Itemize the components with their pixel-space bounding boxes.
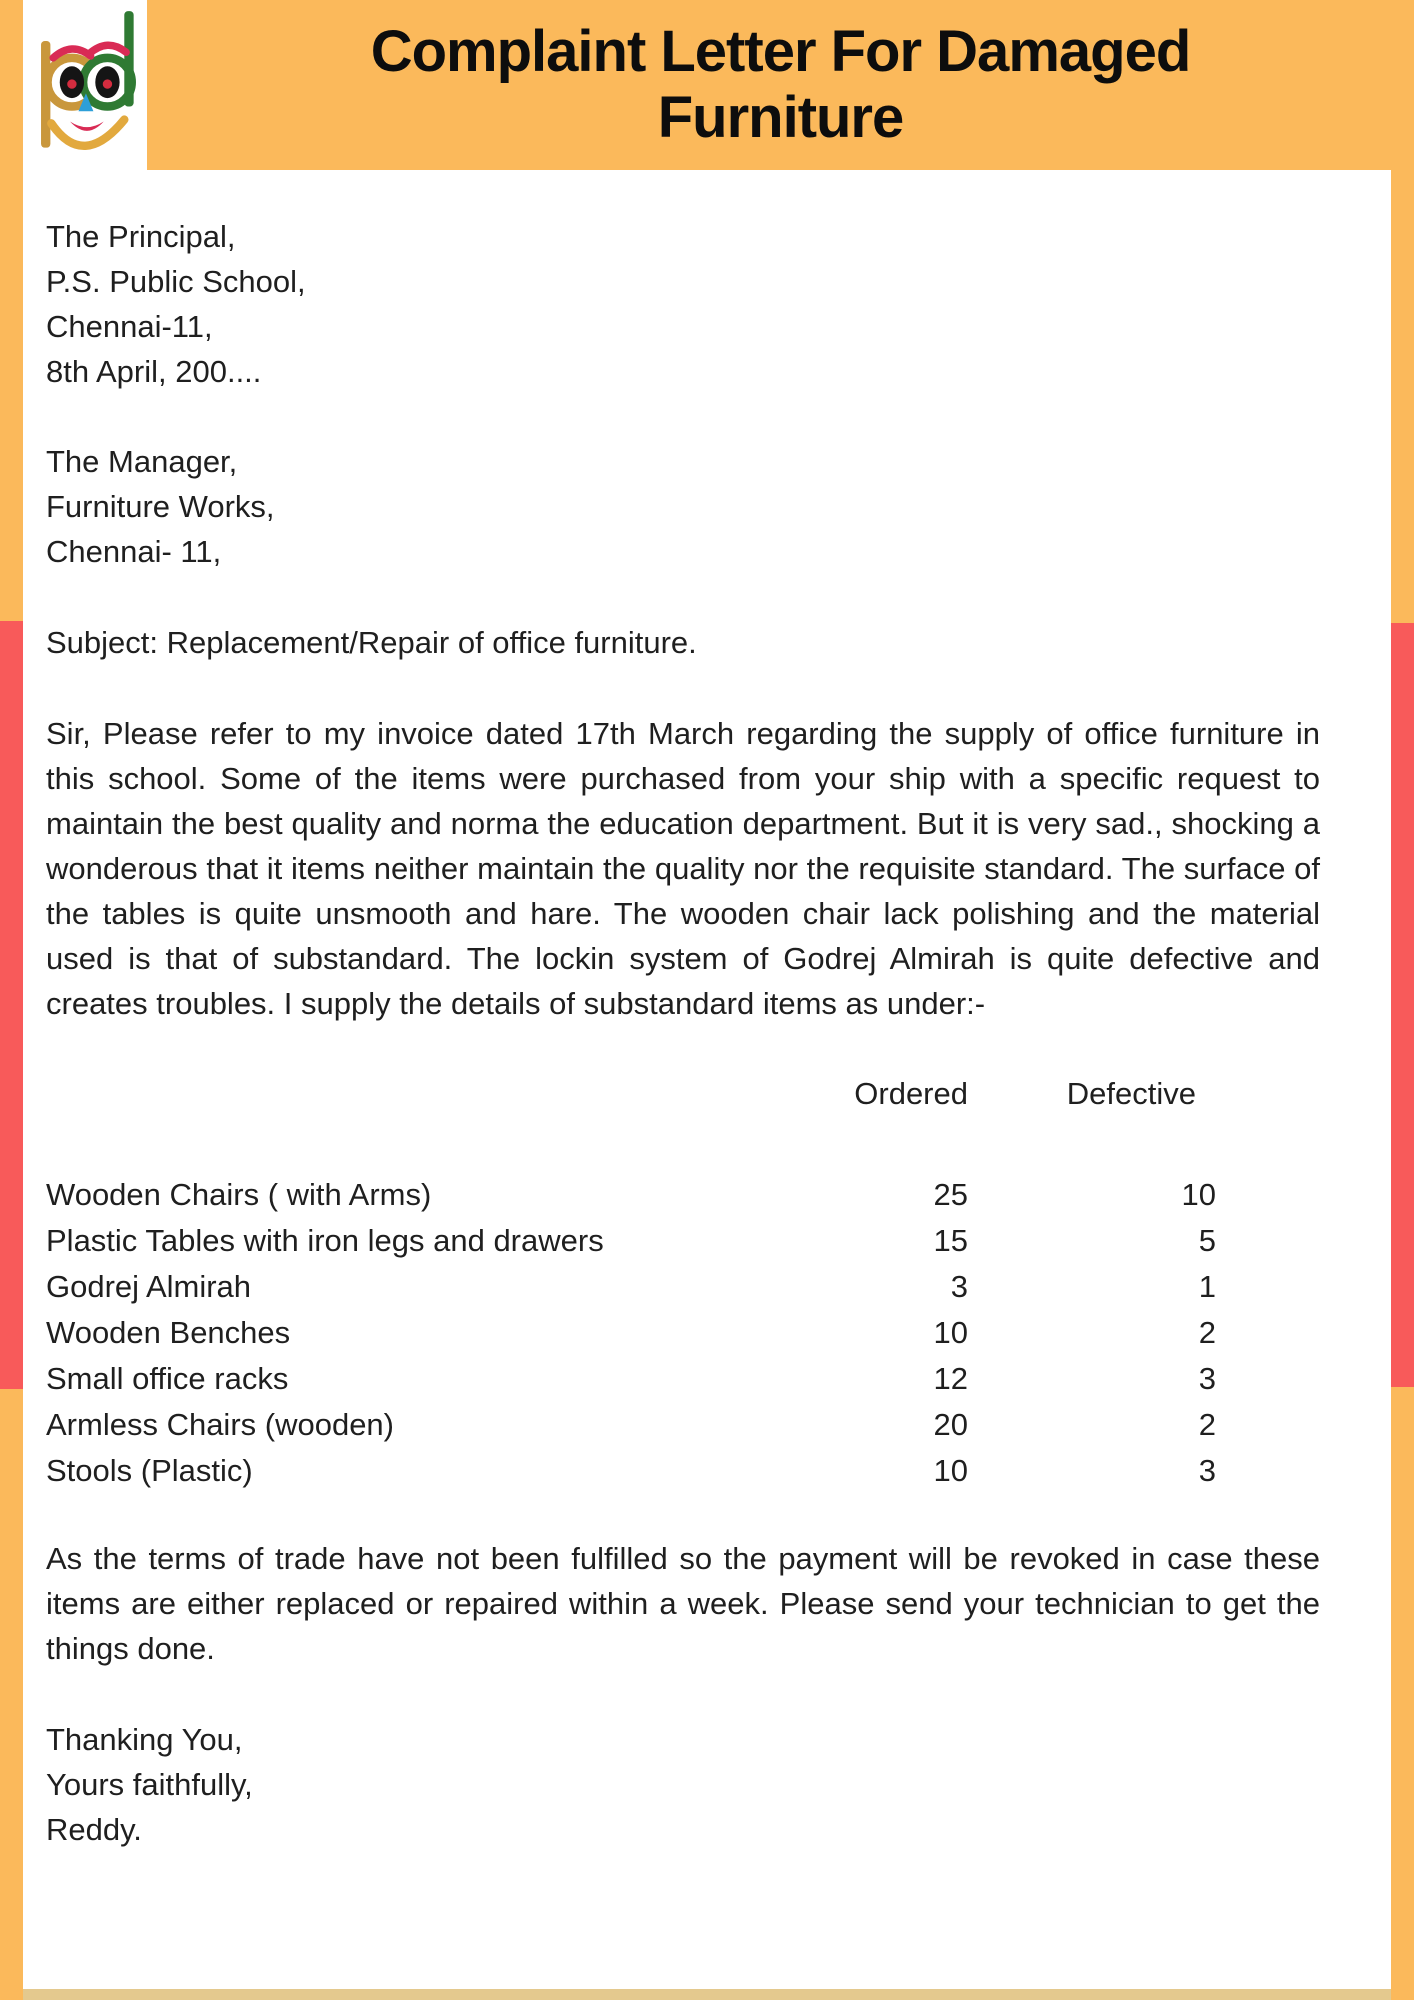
header-band bbox=[0, 0, 1414, 170]
item-name: Small office racks bbox=[46, 1361, 289, 1396]
defective-value: 2 bbox=[1198, 1315, 1216, 1350]
ordered-value: 15 bbox=[933, 1223, 968, 1258]
signoff-line: Thanking You, bbox=[46, 1722, 243, 1757]
item-name: Wooden Chairs ( with Arms) bbox=[46, 1177, 432, 1212]
signoff-line: Reddy. bbox=[46, 1812, 142, 1847]
table-row bbox=[46, 1402, 1216, 1448]
right-edge-stripe bbox=[1391, 0, 1414, 2000]
sender-address bbox=[46, 439, 1320, 574]
recipient-address bbox=[46, 214, 1320, 394]
defective-value: 3 bbox=[1198, 1453, 1216, 1488]
page-title bbox=[147, 0, 1414, 170]
item-name: Armless Chairs (wooden) bbox=[46, 1407, 394, 1442]
item-name: Plastic Tables with iron legs and drawers bbox=[46, 1223, 604, 1258]
address-line: 8th April, 200.... bbox=[46, 354, 262, 389]
address-line: The Manager, bbox=[46, 444, 238, 479]
items-table bbox=[46, 1071, 1216, 1494]
address-line: Chennai-11, bbox=[46, 309, 213, 344]
table-row bbox=[46, 1264, 1216, 1310]
letter-body bbox=[0, 214, 1414, 1852]
ordered-value: 25 bbox=[933, 1177, 968, 1212]
items-table-rows bbox=[46, 1172, 1216, 1494]
defective-column-header: Defective bbox=[1066, 1076, 1196, 1111]
items-table-header bbox=[46, 1071, 1216, 1117]
subject-line: Subject: Replacement/Repair of office furniture. bbox=[46, 625, 697, 660]
item-column-spacer bbox=[46, 1071, 808, 1117]
left-edge-stripe bbox=[0, 0, 23, 2000]
signoff-line: Yours faithfully, bbox=[46, 1767, 253, 1802]
table-row bbox=[46, 1310, 1216, 1356]
bottom-gold-band bbox=[23, 1989, 1391, 2000]
ordered-value: 10 bbox=[933, 1315, 968, 1350]
defective-value: 5 bbox=[1198, 1223, 1216, 1258]
body-paragraph: Sir, Please refer to my invoice dated 17th March regarding the supply of office furniture in this school. Some of the items were purchased from your ship with a specific request to maintain the best quality and norma the education department. But it is very sad., shocking a wonderous that it items neither maintain the quality nor the requisite standard. The surface of the tables is quite unsmooth and hare. The wooden chair lack polishing and the material used is that of substandard. The lockin system of Godrej Almirah is quite defective and creates troubles. I supply the details of substandard items as under:- bbox=[46, 716, 1320, 1021]
defective-value: 3 bbox=[1198, 1361, 1216, 1396]
pd-face-logo bbox=[27, 4, 143, 166]
logo-box bbox=[23, 0, 147, 170]
item-name: Godrej Almirah bbox=[46, 1269, 252, 1304]
defective-value: 2 bbox=[1198, 1407, 1216, 1442]
signoff-block bbox=[46, 1717, 1320, 1852]
ordered-value: 20 bbox=[933, 1407, 968, 1442]
defective-value: 10 bbox=[1181, 1177, 1216, 1212]
ordered-value: 10 bbox=[933, 1453, 968, 1488]
ordered-column-header: Ordered bbox=[854, 1076, 968, 1111]
closing-paragraph: As the terms of trade have not been fulfilled so the payment will be revoked in case these items are either replaced or repaired within a week. Please send your technician to get the things done. bbox=[46, 1541, 1320, 1666]
address-line: The Principal, bbox=[46, 219, 236, 254]
item-name: Wooden Benches bbox=[46, 1315, 291, 1350]
address-line: Chennai- 11, bbox=[46, 534, 222, 569]
item-name: Stools (Plastic) bbox=[46, 1453, 253, 1488]
address-line: Furniture Works, bbox=[46, 489, 275, 524]
page-title-line2: Furniture bbox=[657, 85, 904, 150]
address-line: P.S. Public School, bbox=[46, 264, 306, 299]
page-title-line1: Complaint Letter For Damaged bbox=[370, 19, 1191, 84]
table-row bbox=[46, 1448, 1216, 1494]
table-row bbox=[46, 1172, 1216, 1218]
defective-value: 1 bbox=[1198, 1269, 1216, 1304]
table-row bbox=[46, 1218, 1216, 1264]
table-row bbox=[46, 1356, 1216, 1402]
ordered-value: 12 bbox=[933, 1361, 968, 1396]
ordered-value: 3 bbox=[950, 1269, 968, 1304]
